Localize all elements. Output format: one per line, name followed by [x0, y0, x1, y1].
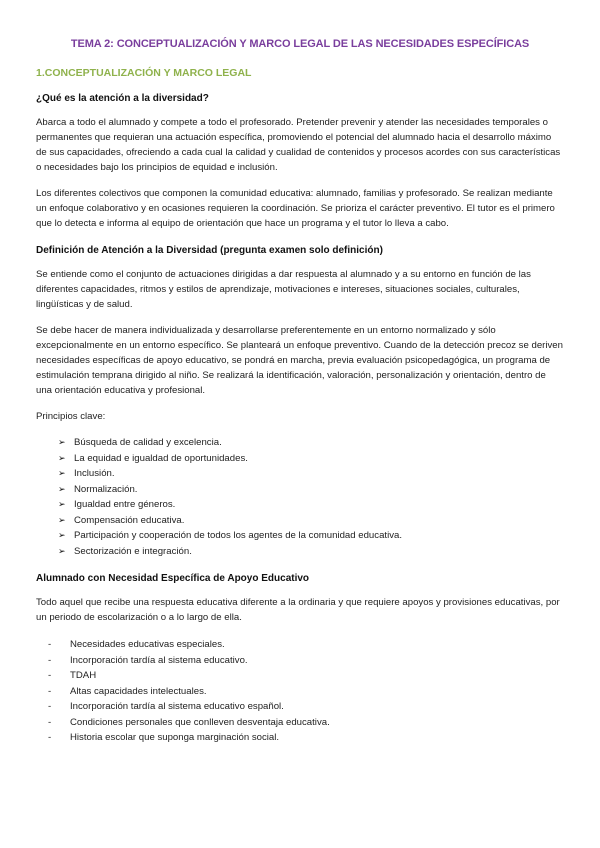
paragraph-4: Se debe hacer de manera individualizada y desarrollarse preferentemente en un entorno normalizado y sólo excepcionalmente en un entorno específico. Se planteará un enfoque preventivo. Cuando de la detección precoz se deriven necesidades específicas de apoyo educativo, se pondrá en marcha, previa evaluación psicopedagógica, un programa de estimulación temprana dirigido al niño. Se realizará la identificación, valoración, personalización y orientación, dentro de una orientación educativa y profesional.	[36, 325, 563, 396]
list-item: - TDAH	[48, 668, 564, 684]
arrow-bullet-icon: ➢	[58, 452, 66, 463]
paragraph-1: Abarca a todo el alumnado y compete a todo el profesorado. Pretender prevenir y atender las necesidades temporales o permanentes que requieran una actuación específica, promoviendo el potencial del alumnado hacia el desarrollo máximo de sus capacidades, ofreciendo a cada cual la calidad y cualidad de contenidos y procesos acordes con sus características o necesidades bajo los principios de equidad e inclusión.	[36, 117, 561, 173]
dash-bullet: -	[48, 639, 52, 650]
arrow-bullet-icon: ➢	[58, 530, 66, 540]
question-heading: ¿Qué es la atención a la diversidad?	[36, 93, 209, 104]
paragraph-2: Los diferentes colectivos que componen la comunidad educativa: alumnado, familias y profesorado. Se realizan mediante un enfoque colaborativo y en ocasiones requieren la coordinación. Se prioriza el carácter preventivo. El tutor es el primero que lo detecta e informa al equipo de orientación que hace un programa y el tutor lo lleva a cabo.	[36, 188, 555, 229]
arrow-bullet-icon: ➢	[58, 499, 66, 509]
arrow-bullet-icon: ➢	[58, 545, 66, 556]
list-item: - Incorporación tardía al sistema educativo español.	[48, 699, 564, 715]
list-item: - Historia escolar que suponga marginación social.	[48, 730, 564, 746]
list-item: ➢ La equidad e igualdad de oportunidades.	[58, 451, 564, 467]
list-item: ➢ Sectorización e integración.	[58, 544, 564, 560]
dash-bullet: -	[48, 685, 52, 697]
list-item: ➢ Normalización.	[58, 482, 564, 498]
needs-list	[36, 637, 564, 746]
section-heading: 1.CONCEPTUALIZACIÓN Y MARCO LEGAL	[36, 67, 252, 79]
neae-heading: Alumnado con Necesidad Específica de Apoyo Educativo	[36, 573, 310, 584]
page-title: TEMA 2: CONCEPTUALIZACIÓN Y MARCO LEGAL DE LAS NECESIDADES ESPECÍFICAS	[70, 38, 530, 50]
list-item: ➢ Participación y cooperación de todos los agentes de la comunidad educativa.	[58, 528, 564, 544]
dash-bullet: -	[48, 716, 52, 728]
list-item: ➢ Búsqueda de calidad y excelencia.	[58, 435, 564, 451]
arrow-bullet-icon: ➢	[58, 483, 66, 494]
list-item: - Altas capacidades intelectuales.	[48, 684, 564, 700]
dash-bullet: -	[48, 701, 52, 712]
list-item: ➢ Igualdad entre géneros.	[58, 497, 564, 513]
list-item: ➢ Inclusión.	[58, 466, 564, 482]
arrow-bullet-icon: ➢	[58, 468, 66, 478]
dash-bullet: -	[48, 670, 52, 681]
list-item: - Incorporación tardía al sistema educativo.	[48, 653, 564, 669]
paragraph-5: Todo aquel que recibe una respuesta educativa diferente a la ordinaria y que requiere apoyos y provisiones educativas, por un periodo de escolarización o a lo largo de ella.	[36, 597, 560, 623]
dash-bullet: -	[48, 732, 52, 743]
arrow-bullet-icon: ➢	[58, 514, 66, 525]
dash-bullet: -	[48, 654, 52, 666]
arrow-bullet-icon: ➢	[58, 437, 66, 447]
definition-heading: Definición de Atención a la Diversidad (pregunta examen solo definición)	[36, 245, 383, 256]
list-item: ➢ Compensación educativa.	[58, 513, 564, 529]
principles-label: Principios clave:	[36, 411, 106, 422]
list-item: - Necesidades educativas especiales.	[48, 637, 564, 653]
principles-list	[36, 435, 564, 559]
paragraph-3: Se entiende como el conjunto de actuaciones dirigidas a dar respuesta al alumnado y a su entorno en función de las diferentes capacidades, ritmos y estilos de aprendizaje, motivaciones e intereses, situaciones sociales, culturales, lingüísticas y de salud.	[36, 269, 531, 310]
list-item: - Condiciones personales que conlleven desventaja educativa.	[48, 715, 564, 731]
